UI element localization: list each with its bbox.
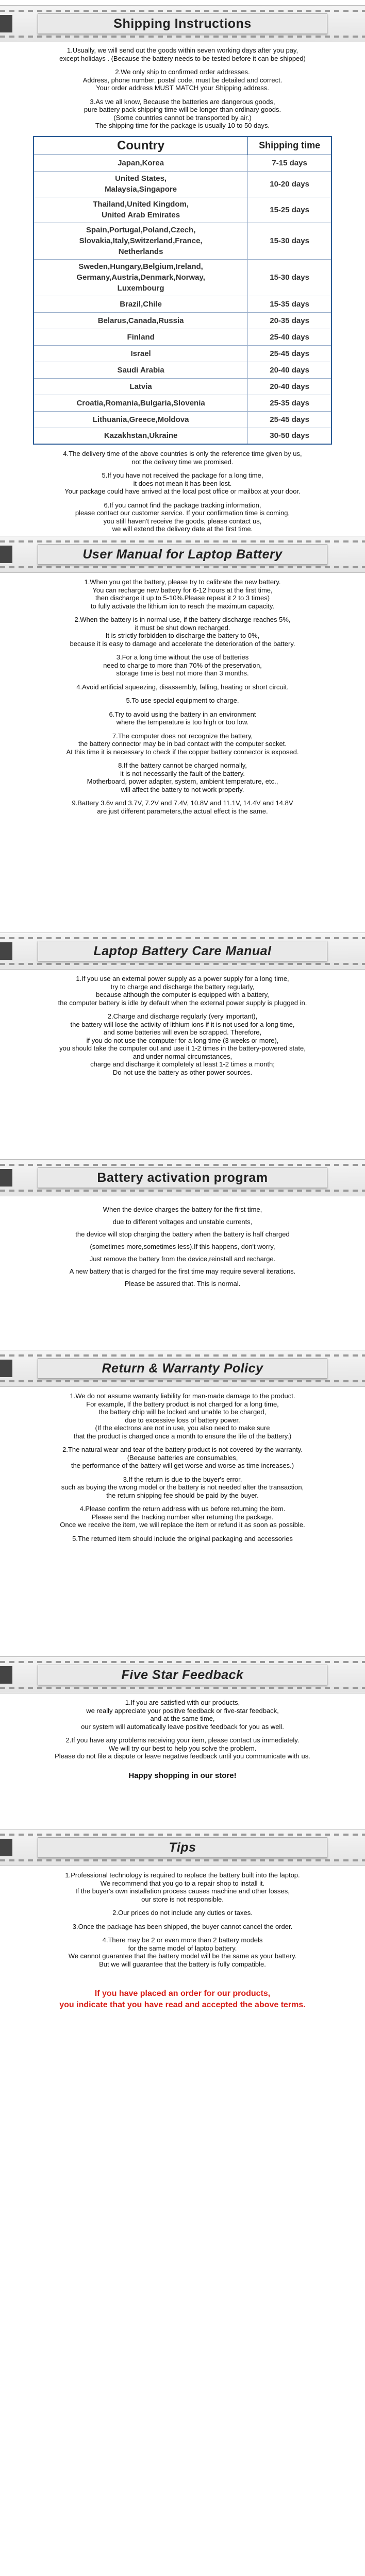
country-line: Malaysia,Singapore: [105, 185, 177, 194]
shipping-intro: [10, 46, 355, 62]
text-line: 4.Avoid artificial squeezing, disassembly, falling, heating or short circuit.: [76, 683, 289, 691]
activation-body: [10, 1204, 355, 1290]
text-line: At this time it is necessary to check if the copper battery connector is exposed.: [66, 748, 299, 756]
shipping-banner: [0, 5, 365, 42]
country-cell: [34, 312, 248, 329]
text-line: (Some countries cannot be transported by air.): [113, 113, 252, 122]
shipping-section: [0, 5, 365, 536]
text-line: charge and discharge it completely at least 1-2 times a month;: [90, 1060, 275, 1068]
text-line: If you have placed an order for our products,: [94, 1989, 271, 1998]
manual-banner: [0, 536, 365, 573]
country-line: Croatia,Romania,Bulgaria,Slovenia: [76, 398, 205, 408]
shipping-time-cell: 7-15 days: [248, 155, 331, 171]
country-line: Israel: [130, 349, 151, 358]
country-line: Sweden,Hungary,Belgium,Ireland,: [78, 262, 203, 271]
time-header: Shipping time: [248, 137, 331, 155]
paragraph: [10, 1446, 355, 1470]
text-line: If the buyer's own installation process causes machine and other losses,: [75, 1887, 290, 1895]
shipping-time-cell: 15-35 days: [248, 296, 331, 312]
table-row: [34, 296, 331, 312]
banner-tab: [0, 546, 12, 563]
text-line: that the product is charged once a month to ensure the life of the battery.): [73, 1432, 292, 1440]
country-line: Germany,Austria,Denmark,Norway,: [76, 273, 205, 282]
table-row: [34, 197, 331, 223]
text-line: 5.If you have not received the package for a long time,: [102, 471, 263, 479]
text-line: we really appreciate your positive feedback or five-star feedback,: [86, 1706, 279, 1715]
text-line: Please do not file a dispute or leave negative feedback until you communicate with us.: [55, 1752, 310, 1760]
table-row: [34, 329, 331, 345]
text-line: 5.The returned item should include the original packaging and accessories: [72, 1534, 293, 1543]
text-line: storage time is best not more than 3 months.: [116, 669, 249, 677]
text-line: You can recharge new battery for 6-12 hours at the first time,: [92, 586, 273, 594]
paragraph: [10, 1012, 355, 1076]
text-line: if you do not use the computer for a long time (3 weeks or more),: [86, 1036, 279, 1044]
warranty-banner: [0, 1350, 365, 1387]
shipping-time-cell: 15-25 days: [248, 197, 331, 223]
text-line: 9.Battery 3.6v and 3.7V, 7.2V and 7.4V, 10.8V and 11.1V, 14.4V and 14.8V: [72, 799, 293, 807]
shipping-time-cell: 25-45 days: [248, 345, 331, 362]
country-line: Thailand,United Kingdom,: [93, 200, 189, 209]
text-line: because although the computer is equipped with a battery,: [96, 991, 269, 998]
feedback-section: [0, 1656, 365, 1829]
care-banner: [0, 933, 365, 970]
warranty-body: [0, 1392, 365, 1548]
text-line: and some batteries will even be scrapped. Therefore,: [103, 1028, 262, 1036]
text-line: 1.Usually, we will send out the goods within seven working days after you pay,: [67, 46, 298, 54]
text-line: our system will automatically leave positive feedback for you as well.: [81, 1722, 284, 1731]
shipping-p5: [10, 471, 355, 496]
country-cell: [34, 362, 248, 378]
text-line: 3.As we all know, Because the batteries are dangerous goods,: [90, 97, 275, 106]
shipping-time-cell: 25-35 days: [248, 395, 331, 411]
text-line: where the temperature is too high or too low.: [116, 718, 249, 726]
paragraph: [10, 697, 355, 705]
paragraph: [10, 1936, 355, 1968]
banner-tab: [0, 1169, 12, 1187]
shipping-time-cell: 20-35 days: [248, 312, 331, 329]
shipping-time-cell: 20-40 days: [248, 362, 331, 378]
activation-banner: [0, 1159, 365, 1196]
activation-title: Battery activation program: [38, 1167, 327, 1188]
banner-tab: [0, 942, 12, 960]
table-row: [34, 362, 331, 378]
text-line: 1.When you get the battery, please try to calibrate the new battery.: [84, 578, 281, 586]
shipping-p2: [10, 68, 355, 92]
text-line: such as buying the wrong model or the battery is not needed after the transaction,: [61, 1483, 304, 1491]
tips-body: [0, 1871, 365, 1974]
tips-banner: [0, 1829, 365, 1866]
table-row: [34, 395, 331, 411]
text-line: When the device charges the battery for the first time,: [103, 1206, 262, 1213]
text-line: it must be shut down recharged.: [135, 623, 230, 632]
text-line: except holidays . (Because the battery needs to be tested before it can be shipped): [59, 54, 306, 62]
paragraph: [10, 732, 355, 756]
country-line: United Arab Emirates: [102, 211, 180, 219]
text-line: please contact our customer service. If your confirmation time is coming,: [75, 509, 290, 517]
country-line: Lithuania,Greece,Moldova: [92, 415, 189, 424]
care-section: [0, 933, 365, 1159]
text-line: our store is not responsible.: [141, 1895, 224, 1903]
table-row: [34, 155, 331, 171]
paragraph: [10, 653, 355, 677]
warranty-title: Return & Warranty Policy: [38, 1358, 327, 1379]
paragraph: [10, 761, 355, 793]
table-row: [34, 171, 331, 197]
shipping-time-cell: 10-20 days: [248, 171, 331, 197]
country-header: Country: [34, 137, 248, 155]
paragraph: [10, 1909, 355, 1917]
feedback-body: [0, 1699, 365, 1766]
text-line: and at the same time,: [150, 1715, 215, 1722]
text-line: due to excessive loss of battery power.: [125, 1416, 240, 1424]
text-line: 2.When the battery is in normal use, if the battery discharge reaches 5%,: [74, 616, 291, 623]
tips-notice: [10, 1988, 355, 2011]
text-line: 2.Charge and discharge regularly (very important),: [107, 1012, 258, 1020]
paragraph: [10, 799, 355, 815]
country-cell: [34, 259, 248, 296]
paragraph: [10, 616, 355, 648]
text-line: (sometimes more,sometimes less).If this happens, don't worry,: [90, 1243, 275, 1250]
country-cell: [34, 296, 248, 312]
text-line: 5.To use special equipment to charge.: [126, 697, 239, 704]
country-cell: [34, 428, 248, 444]
country-line: Finland: [127, 332, 155, 342]
shipping-title: Shipping Instructions: [38, 13, 327, 34]
text-line: 2.We only ship to confirmed order addresses.: [115, 68, 250, 76]
text-line: A new battery that is charged for the first time may require several iterations.: [69, 1267, 296, 1275]
text-line: the battery connector may be in bad contact with the computer socket.: [78, 740, 287, 748]
text-line: to fully activate the lithium ion to reach the maximum capacity.: [91, 602, 274, 610]
shipping-table-body: [34, 155, 331, 444]
paragraph: [10, 1392, 355, 1440]
text-line: not the delivery time we promised.: [131, 457, 234, 466]
shipping-time-cell: 25-40 days: [248, 329, 331, 345]
text-line: the battery chip will be locked and unable to be charged,: [98, 1408, 267, 1416]
text-line: we will extend the delivery date at the first time.: [112, 525, 253, 533]
text-line: Your package could have arrived at the local post office or mailbox at your door.: [64, 487, 301, 495]
text-line: are just different parameters,the actual effect is the same.: [97, 807, 268, 815]
feedback-title: Five Star Feedback: [38, 1665, 327, 1685]
shipping-time-cell: 20-40 days: [248, 378, 331, 395]
table-row: [34, 411, 331, 428]
country-cell: [34, 171, 248, 197]
text-line: 4.The delivery time of the above countries is only the reference time given by us,: [63, 450, 302, 457]
text-line: 3.Once the package has been shipped, the buyer cannot cancel the order.: [72, 1922, 293, 1930]
country-cell: [34, 411, 248, 428]
text-line: the computer battery is idle by default when the external power supply is plugged in.: [58, 998, 307, 1007]
country-line: Brazil,Chile: [120, 299, 162, 309]
text-line: 1.Professional technology is required to replace the battery built into the laptop.: [65, 1871, 300, 1879]
text-line: 3.For a long time without the use of batteries: [116, 653, 249, 661]
shipping-time-cell: 15-30 days: [248, 259, 331, 296]
text-line: 7.The computer does not recognize the battery,: [112, 732, 253, 740]
text-line: 1.If you are satisfied with our products,: [125, 1699, 240, 1706]
tips-title: Tips: [38, 1837, 327, 1858]
text-line: 1.If you use an external power supply as a power supply for a long time,: [76, 975, 289, 982]
country-line: Belarus,Canada,Russia: [97, 316, 184, 325]
care-title: Laptop Battery Care Manual: [38, 941, 327, 961]
text-line: 1.We do not assume warranty liability for man-made damage to the product.: [70, 1392, 295, 1400]
table-row: [34, 223, 331, 259]
text-line: the return shipping fee should be paid by the buyer.: [106, 1491, 259, 1499]
paragraph: [10, 1505, 355, 1529]
text-line: 6.Try to avoid using the battery in an environment: [109, 710, 256, 718]
text-line: you should take the computer out and use it 1-2 times in the battery-powered state,: [59, 1044, 306, 1052]
text-line: Motherboard, power adapter, system, ambient temperature, etc.,: [87, 777, 278, 785]
text-line: because it is easy to damage and accelerate the deterioration of the battery.: [70, 639, 295, 648]
text-line: Please be assured that. This is normal.: [124, 1280, 241, 1287]
text-line: due to different voltages and unstable currents,: [112, 1218, 253, 1226]
country-line: Netherlands: [118, 247, 163, 256]
warranty-section: [0, 1350, 365, 1656]
feedback-banner: [0, 1656, 365, 1693]
paragraph: [10, 1736, 355, 1760]
country-cell: [34, 329, 248, 345]
paragraph: [10, 1871, 355, 1903]
shipping-p6: [10, 501, 355, 533]
table-row: [34, 312, 331, 329]
text-line: 2.Our prices do not include any duties or taxes.: [112, 1909, 253, 1917]
text-line: will affect the battery to not work properly.: [121, 785, 244, 793]
text-line: We recommend that you go to a repair shop to install it.: [100, 1879, 265, 1887]
paragraph: [10, 578, 355, 610]
text-line: 6.If you cannot find the package tracking information,: [104, 501, 261, 509]
country-cell: [34, 345, 248, 362]
text-line: you still haven't receive the goods, please contact us,: [103, 517, 262, 525]
text-line: for the same model of laptop battery.: [128, 1944, 237, 1952]
text-line: Address, phone number, postal code, must be detailed and correct.: [82, 76, 283, 84]
text-line: Do not use the battery as other power sources.: [112, 1068, 253, 1076]
banner-tab: [0, 1666, 12, 1684]
text-line: But we will guarantee that the battery is fully compatible.: [99, 1960, 266, 1968]
paragraph: [10, 683, 355, 691]
country-cell: [34, 223, 248, 259]
text-line: (Because batteries are consumables,: [127, 1453, 238, 1462]
text-line: the device will stop charging the battery when the battery is half charged: [75, 1230, 290, 1238]
paragraph: [10, 1535, 355, 1543]
country-cell: [34, 155, 248, 171]
text-line: Please send the tracking number after returning the package.: [91, 1513, 274, 1521]
country-cell: [34, 197, 248, 223]
paragraph: [10, 975, 355, 1007]
shipping-time-cell: 15-30 days: [248, 223, 331, 259]
shipping-p4: [10, 450, 355, 466]
shipping-table: [33, 136, 332, 445]
text-line: 3.If the return is due to the buyer's error,: [123, 1475, 242, 1483]
country-line: Saudi Arabia: [117, 365, 164, 375]
country-line: United States,: [115, 174, 167, 183]
text-line: For example, If the battery product is not charged for a long time,: [86, 1400, 279, 1408]
text-line: Your order address MUST MATCH your Shipping address.: [96, 84, 269, 92]
paragraph: [10, 1476, 355, 1500]
country-line: Slovakia,Italy,Switzerland,France,: [79, 236, 203, 245]
text-line: Once we receive the item, we will replace the item or refund it as soon as possible.: [60, 1521, 305, 1529]
text-line: (If the electrons are not in use, you also need to make sure: [95, 1424, 270, 1432]
text-line: 2.If you have any problems receiving your item, please contact us immediately.: [65, 1736, 300, 1744]
table-row: [34, 428, 331, 444]
text-line: 4.There may be 2 or even more than 2 battery models: [102, 1936, 263, 1944]
table-header-row: [34, 137, 331, 155]
activation-section: [0, 1159, 365, 1350]
manual-body: [0, 578, 365, 821]
text-line: the performance of the battery will get worse and worse as time increases.): [71, 1462, 294, 1469]
text-line: 4.Please confirm the return address with us before returning the item.: [79, 1505, 286, 1513]
paragraph: [10, 1923, 355, 1931]
country-cell: [34, 395, 248, 411]
table-row: [34, 259, 331, 296]
text-line: The shipping time for the package is usually 10 to 50 days.: [95, 122, 270, 129]
text-line: the battery will lose the activity of lithium ions if it is not used for a long time,: [70, 1020, 295, 1028]
text-line: it is not necessarily the fault of the battery.: [120, 769, 245, 777]
paragraph: [10, 710, 355, 726]
manual-title: User Manual for Laptop Battery: [38, 544, 327, 565]
text-line: pure battery pack shipping time will be longer than ordinary goods.: [84, 106, 281, 113]
table-row: [34, 345, 331, 362]
manual-section: [0, 536, 365, 933]
tips-section: [0, 1829, 365, 2061]
text-line: and under normal circumstances,: [132, 1052, 233, 1060]
table-row: [34, 378, 331, 395]
text-line: It is strictly forbidden to discharge the battery to 0%,: [105, 632, 260, 639]
country-line: Spain,Portugal,Poland,Czech,: [86, 226, 196, 234]
country-line: Latvia: [129, 382, 152, 391]
banner-tab: [0, 15, 12, 32]
text-line: need to charge to more than 70% of the preservation,: [103, 661, 262, 669]
text-line: you indicate that you have read and accepted the above terms.: [59, 2001, 306, 2009]
shipping-p3: [10, 98, 355, 130]
paragraph: [10, 1699, 355, 1731]
country-line: Japan,Korea: [118, 158, 164, 167]
text-line: Just remove the battery from the device,reinstall and recharge.: [89, 1255, 276, 1263]
text-line: try to charge and discharge the battery regularly,: [110, 982, 255, 991]
shipping-time-cell: 25-45 days: [248, 411, 331, 428]
country-line: Kazakhstan,Ukraine: [104, 431, 178, 440]
banner-tab: [0, 1839, 12, 1856]
country-line: Luxembourg: [117, 284, 164, 293]
care-body: [0, 975, 365, 1082]
text-line: 8.If the battery cannot be charged normally,: [118, 761, 247, 769]
text-line: 2.The natural wear and tear of the battery product is not covered by the warranty.: [62, 1446, 303, 1453]
feedback-closing: Happy shopping in our store!: [128, 1771, 237, 1780]
text-line: We will try our best to help you solve the problem.: [108, 1744, 257, 1752]
shipping-time-cell: 30-50 days: [248, 428, 331, 444]
text-line: We cannot guarantee that the battery model will be the same as your battery.: [68, 1952, 297, 1960]
country-cell: [34, 378, 248, 395]
text-line: then discharge it up to 5-10%.Please repeat it 2 to 3 times): [95, 594, 270, 602]
text-line: it does not mean it has been lost.: [133, 479, 232, 487]
banner-tab: [0, 1360, 12, 1377]
